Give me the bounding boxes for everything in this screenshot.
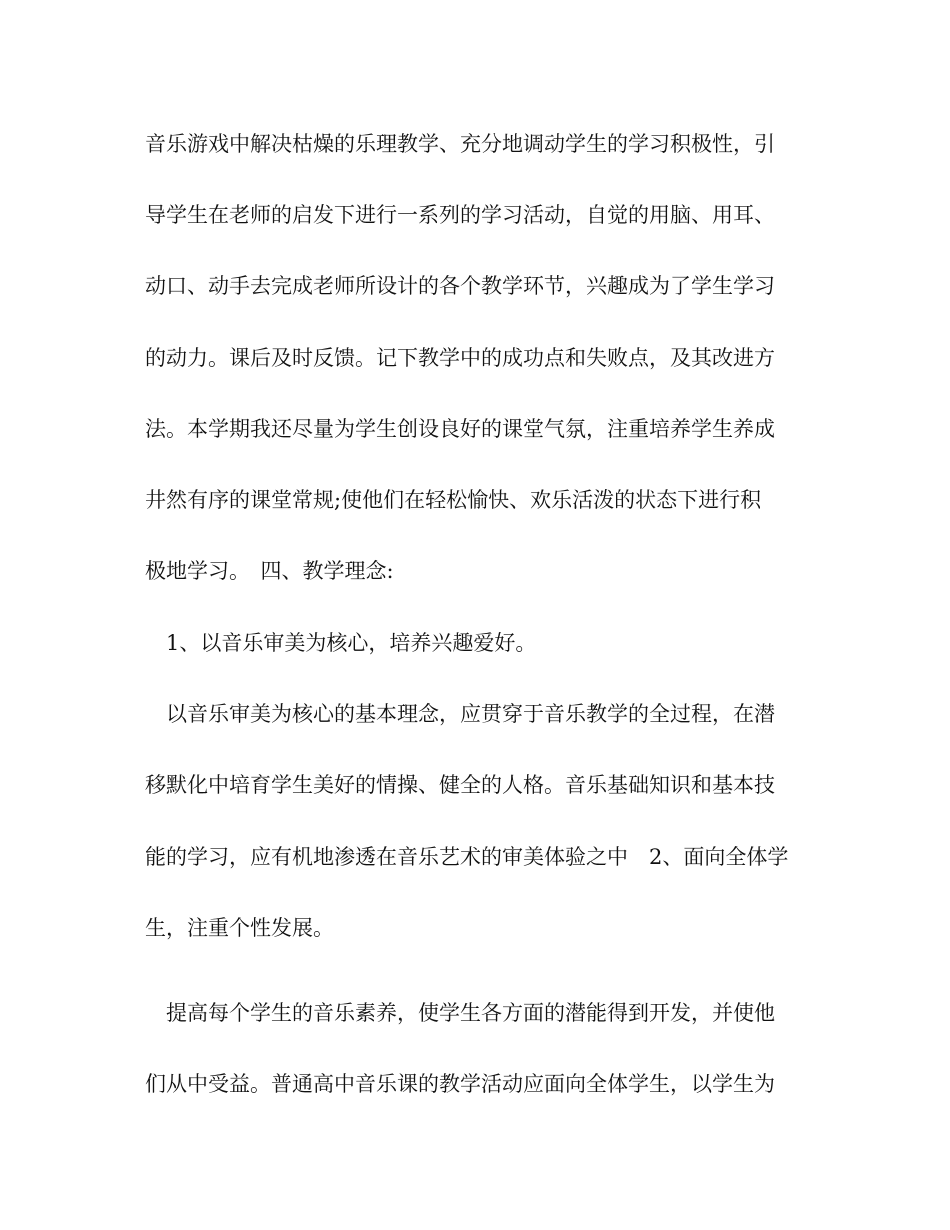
text-line: 能的学习，应有机地渗透在音乐艺术的审美体验之中 2、面向全体学 <box>145 845 789 869</box>
text-line: 井然有序的课堂常规;使他们在轻松愉快、欢乐活泼的状态下进行积 <box>145 488 762 512</box>
text-line: 以音乐审美为核心的基本理念，应贯穿于音乐教学的全过程，在潜 <box>145 702 775 726</box>
text-line: 移默化中培育学生美好的情操、健全的人格。音乐基础知识和基本技 <box>145 773 775 797</box>
text-line: 导学生在老师的启发下进行一系列的学习活动，自觉的用脑、用耳、 <box>145 203 775 227</box>
text-line: 动口、动手去完成老师所设计的各个教学环节，兴趣成为了学生学习 <box>145 274 775 298</box>
text-line: 提高每个学生的音乐素养，使学生各方面的潜能得到开发，并使他 <box>145 1001 775 1025</box>
text-line: 极地学习。 四、教学理念: <box>145 559 394 583</box>
text-line: 音乐游戏中解决枯燥的乐理教学、充分地调动学生的学习积极性，引 <box>145 132 775 156</box>
text-line: 们从中受益。普通高中音乐课的教学活动应面向全体学生，以学生为 <box>145 1072 775 1096</box>
text-line: 法。本学期我还尽量为学生创设良好的课堂气氛，注重培养学生养成 <box>145 417 775 441</box>
text-line: 1、以音乐审美为核心，培养兴趣爱好。 <box>145 631 537 655</box>
text-line: 的动力。课后及时反馈。记下教学中的成功点和失败点，及其改进方 <box>145 346 775 370</box>
text-line: 生，注重个性发展。 <box>145 916 334 940</box>
